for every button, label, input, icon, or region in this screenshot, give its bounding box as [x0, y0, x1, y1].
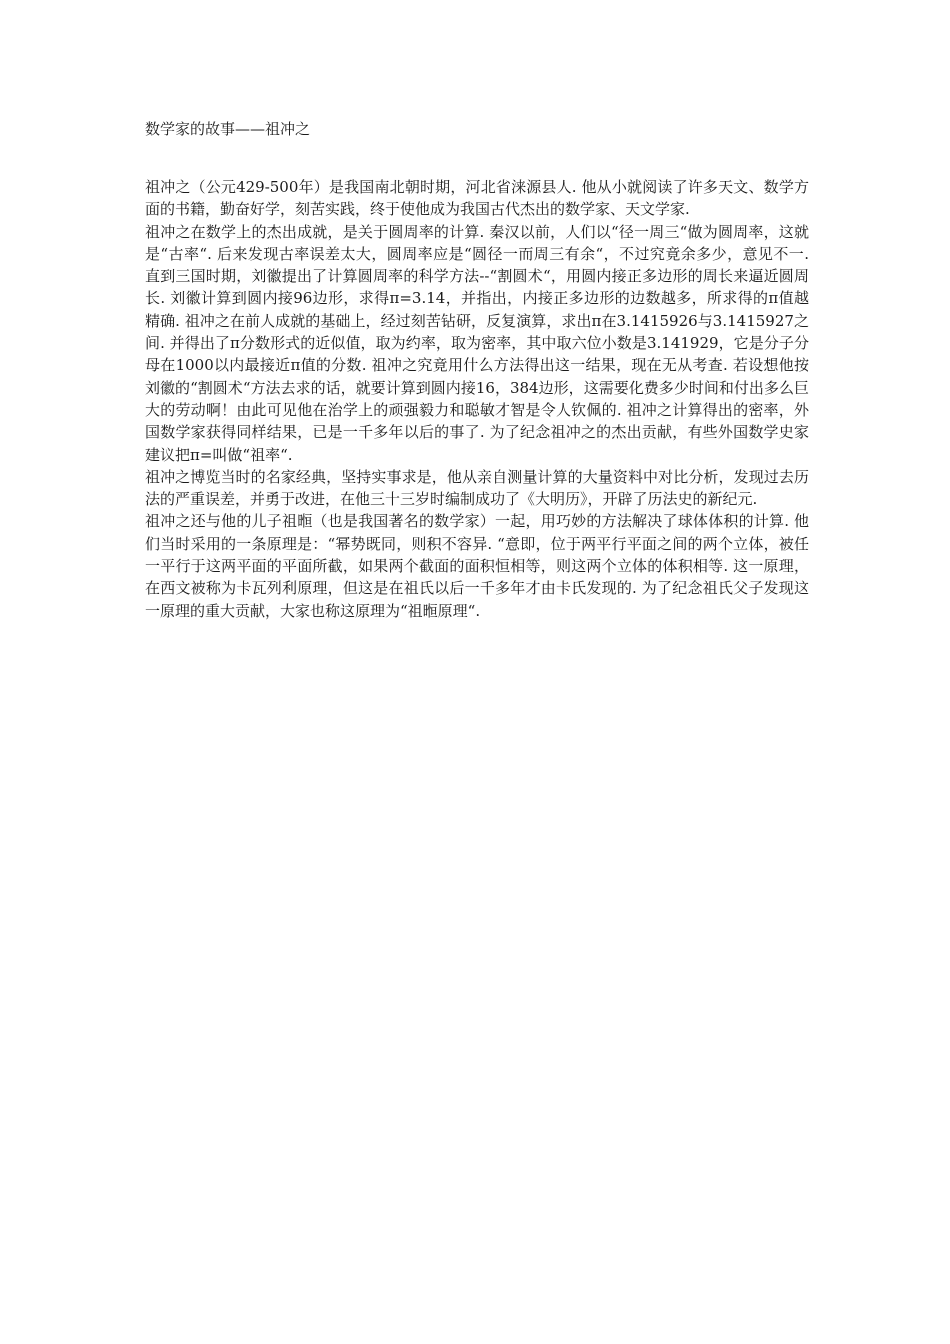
paragraph-pi-calculation: 祖冲之在数学上的杰出成就，是关于圆周率的计算. 秦汉以前，人们以“径一周三“做为圆周率，这就是“古率“. 后来发现古率误差太大，圆周率应是“圆径一而周三有余“，不过究竟余多少，意见不一. 直到三国时期，刘徽提出了计算圆周率的科学方法--“割圆术“，用圆内接正多边形的周长来逼近圆周长. 刘徽计算到圆内接96边形，求得π=3.14，并指出，内接正多边形的边数越多，所求得的π值越精确. 祖冲之在前人成就的基础上，经过刻苦钻研，反复演算，求出π在3.1415926与3.1415927之间. 并得出了π分数形式的近似值，取为约率，取为密率，其中取六位小数是3.141929，它是分子分母在1000以内最接近π值的分数. 祖冲之究竟用什么方法得出这一结果，现在无从考查. 若设想他按刘徽的“割圆术“方法去求的话，就要计算到圆内接16，384边形，这需要化费多少时间和付出多么巨大的劳动啊！由此可见他在治学上的顽强毅力和聪敏才智是令人钦佩的. 祖冲之计算得出的密率，外国数学家获得同样结果，已是一千多年以后的事了. 为了纪念祖冲之的杰出贡献，有些外国数学史家建议把π=叫做“祖率“. — [145, 222, 809, 464]
paragraph-biography: 祖冲之（公元429-500年）是我国南北朝时期，河北省涞源县人. 他从小就阅读了许多天文、数学方面的书籍，勤奋好学，刻苦实践，终于使他成为我国古代杰出的数学家、天文学家. — [145, 178, 809, 219]
document-body — [145, 118, 809, 622]
paragraph-calendar: 祖冲之博览当时的名家经典，坚持实事求是，他从亲自测量计算的大量资料中对比分析，发现过去历法的严重误差，并勇于改进，在他三十三岁时编制成功了《大明历》，开辟了历法史的新纪元. — [145, 467, 809, 509]
document-title: 数学家的故事——祖冲之 — [145, 120, 311, 138]
paragraph-zu-geng-principle: 祖冲之还与他的儿子祖暅（也是我国著名的数学家）一起，用巧妙的方法解决了球体体积的计算. 他们当时采用的一条原理是：“幂势既同，则积不容异. “意即，位于两平行平面之间的两个立体，被任一平行于这两平面的平面所截，如果两个截面的面积恒相等，则这两个立体的体积相等. 这一原理，在西文被称为卡瓦列利原理，但这是在祖氏以后一千多年才由卡氏发现的. 为了纪念祖氏父子发现这一原理的重大贡献，大家也称这原理为“祖暅原理“. — [145, 512, 809, 620]
